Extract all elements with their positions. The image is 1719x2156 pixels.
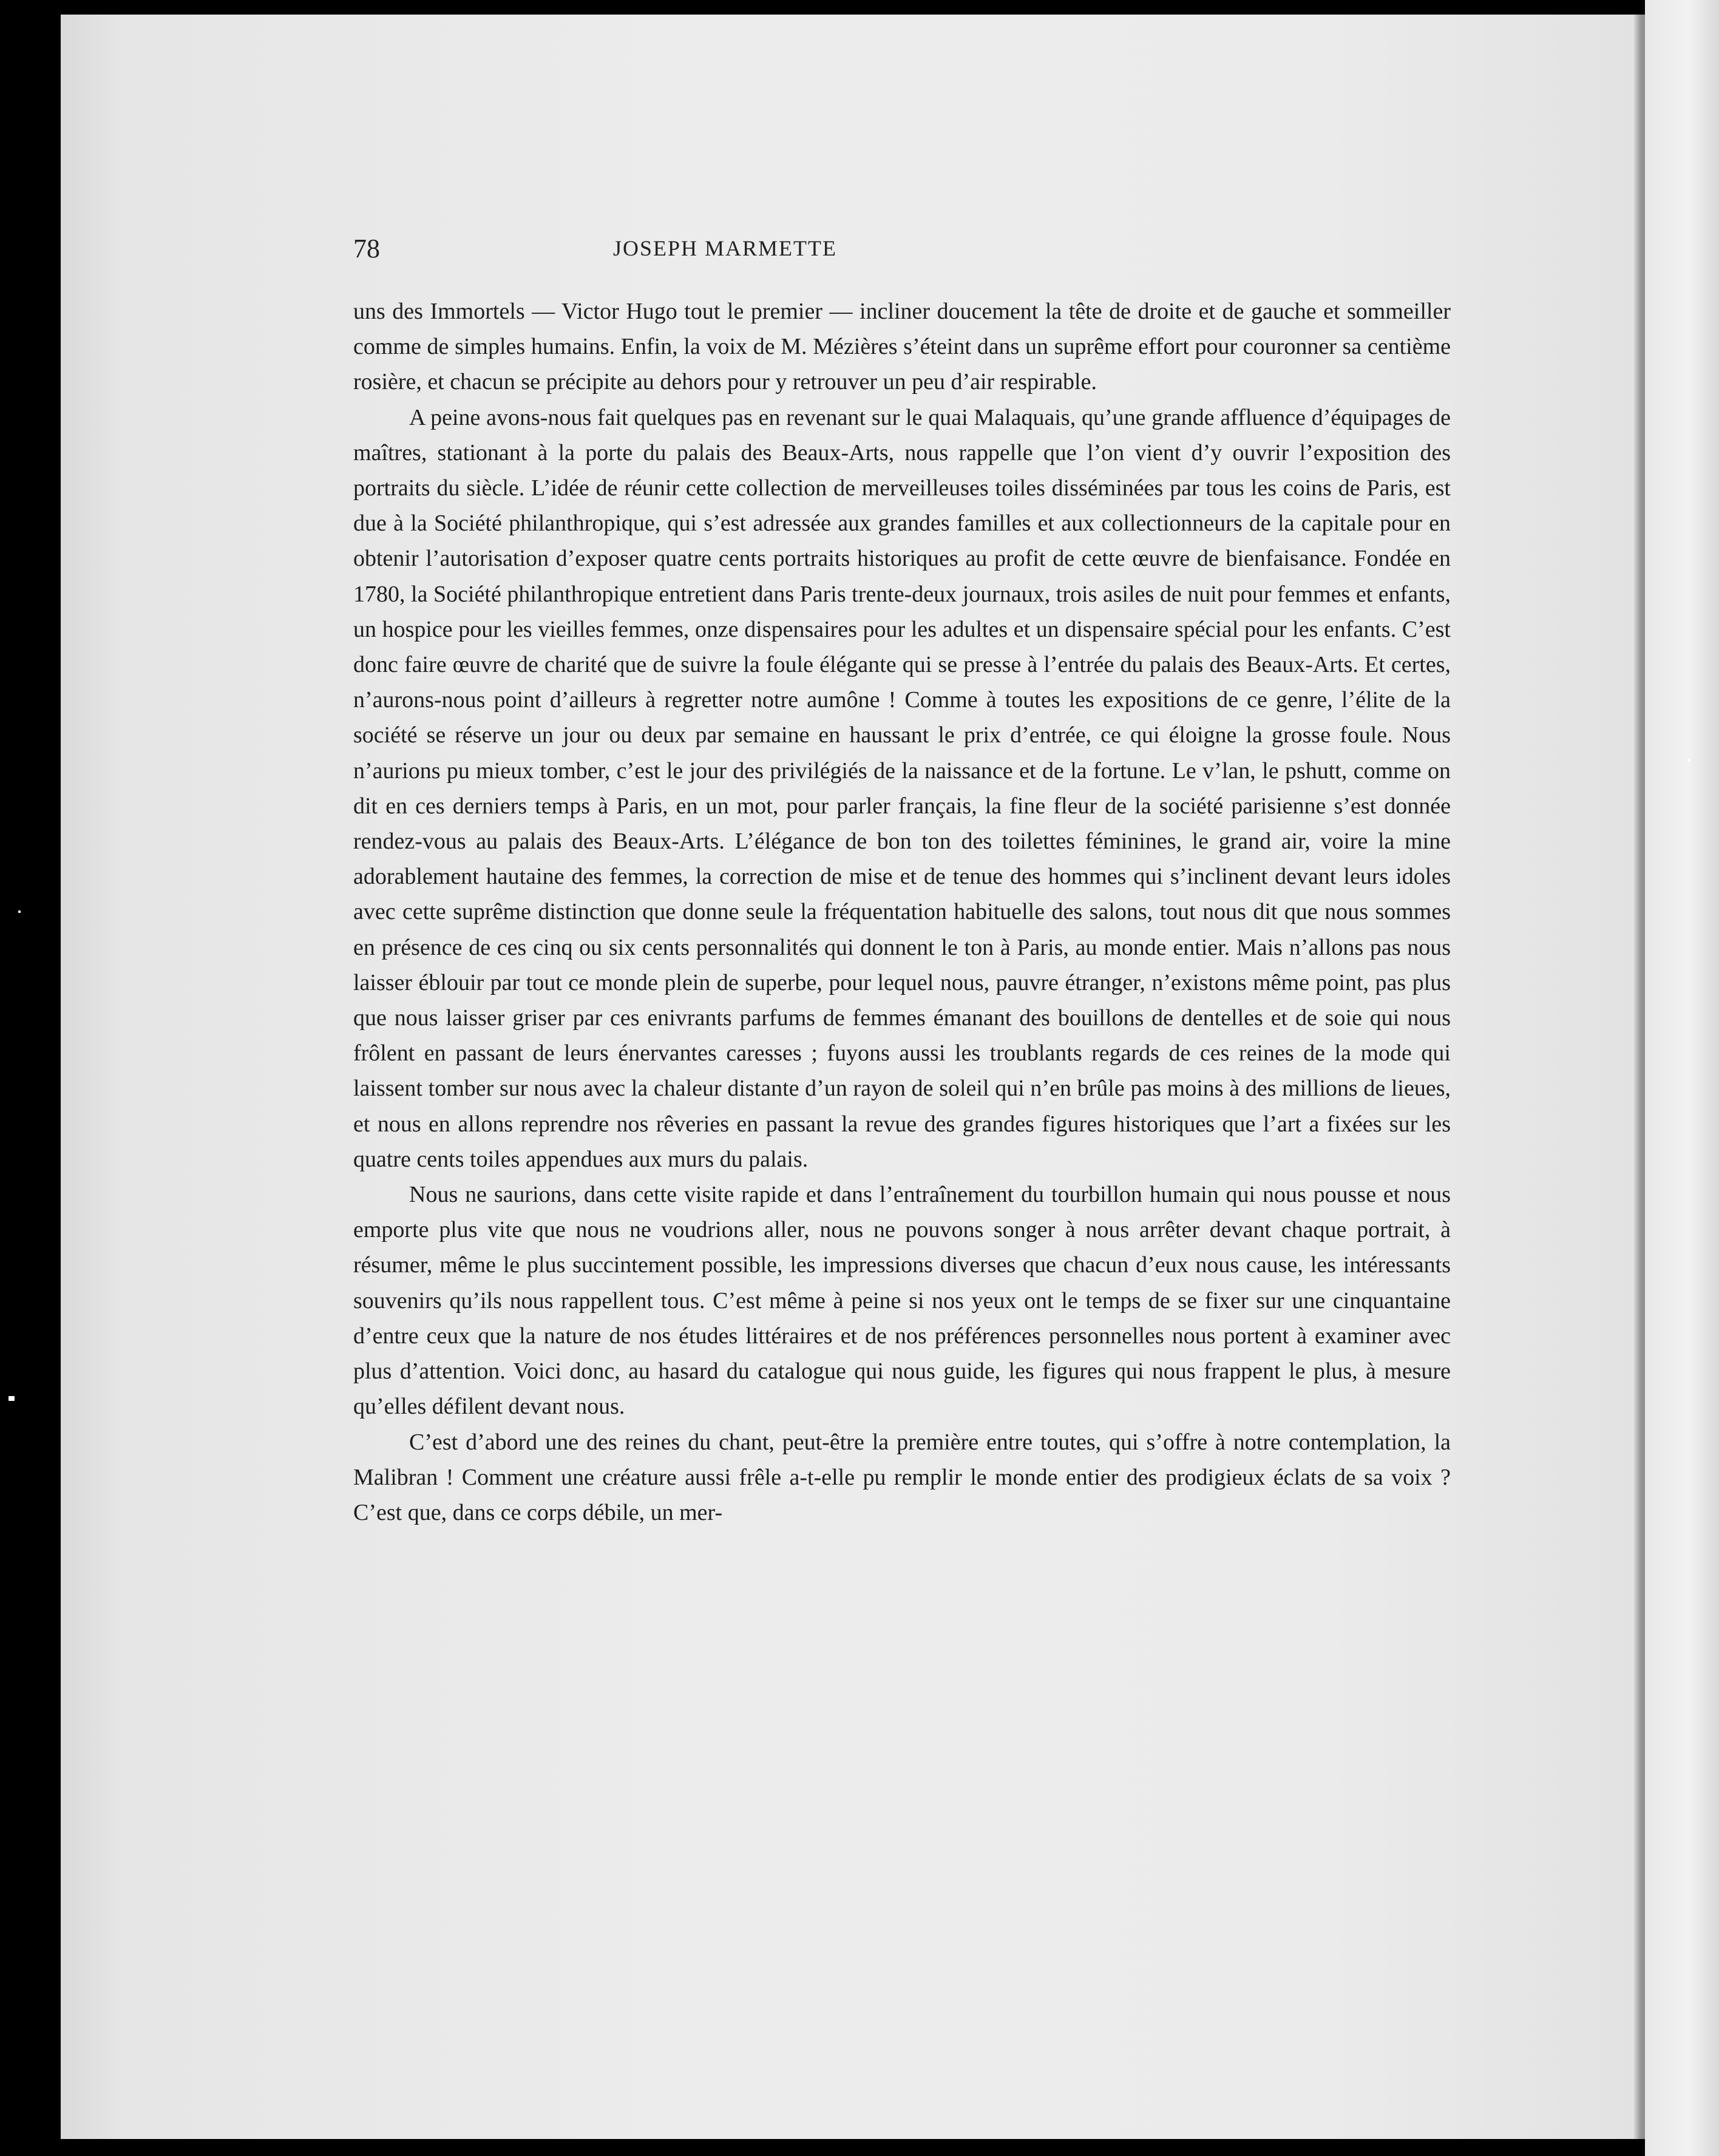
- page-number: 78: [353, 234, 380, 263]
- page-header: [353, 233, 1097, 270]
- page-gutter-shadow: [1633, 15, 1645, 2139]
- paragraph: uns des Immortels — Victor Hugo tout le premier — incliner doucement la tête de droite et de gauche et sommeiller comme de simples humains. Enfin, la voix de M. Mézières s’éteint dans un suprême effort pour couronner sa centième rosière, et chacun se précipite au dehors pour y retrouver un peu d’air respirable.: [353, 299, 1451, 395]
- film-speck: [8, 1396, 15, 1401]
- film-speck: [1687, 759, 1690, 762]
- paragraph: C’est d’abord une des reines du chant, peut-être la première entre toutes, qui s’offre à notre contemplation, la Malibran ! Comment une créature aussi frêle a-t-elle pu remplir le monde entier des prodigieux éclats de sa voix ? C’est que, dans ce corps débile, un mer-: [353, 1429, 1451, 1525]
- running-head: JOSEPH MARMETTE: [612, 236, 838, 260]
- book-page: [61, 15, 1645, 2139]
- paragraph: A peine avons-nous fait quelques pas en revenant sur le quai Malaquais, qu’une grande affluence d’équipages de maîtres, stationant à la porte du palais des Beaux-Arts, nous rappelle que l’on vient d’y ouvrir l’exposition des portraits du siècle. L’idée de réunir cette collection de merveilleuses toiles disséminées par tous les coins de Paris, est due à la Société philanthropique, qui s’est adressée aux grandes familles et aux collectionneurs de la capitale pour en obtenir l’autorisation d’exposer quatre cents portraits historiques au profit de cette œuvre de bienfaisance. Fondée en 1780, la Société philanthropique entretient dans Paris trente-deux journaux, trois asiles de nuit pour femmes et enfants, un hospice pour les vieilles femmes, onze dispensaires pour les adultes et un dispensaire spécial pour les enfants. C’est donc faire œuvre de charité que de suivre la foule élégante qui se presse à l’entrée du palais des Beaux-Arts. Et certes, n’aurons-nous point d’ailleurs à regretter notre aumône ! Comme à toutes les expositions de ce genre, l’élite de la société se réserve un jour ou deux par semaine en haussant le prix d’entrée, ce qui éloigne la grosse foule. Nous n’aurions pu mieux tomber, c’est le jour des privilégiés de la naissance et de la fortune. Le v’lan, le pshutt, comme on dit en ces derniers temps à Paris, en un mot, pour parler français, la fine fleur de la société parisienne s’est donnée rendez-vous au palais des Beaux-Arts. L’élégance de bon ton des toilettes féminines, le grand air, voire la mine adorablement hautaine des femmes, la correction de mise et de tenue des hommes qui s’inclinent devant leurs idoles avec cette suprême distinction que donne seule la fréquentation habituelle des salons, tout nous dit que nous sommes en présence de ces cinq ou six cents personnalités qui donnent le ton à Paris, au monde entier. Mais n’allons pas nous laisser éblouir par tout ce monde plein de superbe, pour lequel nous, pauvre étranger, n’existons même point, pas plus que nous laisser griser par ces enivrants parfums de femmes émanant des bouillons de dentelles et de soie qui nous frôlent en passant de leurs énervantes caresses ; fuyons aussi les troublants regards de ces reines de la mode qui laissent tomber sur nous avec la chaleur distante d’un rayon de soleil qui n’en brûle pas moins à des millions de lieues, et nous en allons reprendre nos rêveries en passant la revue des grandes figures historiques que l’art a fixées sur les quatre cents toiles appendues aux murs du palais.: [353, 404, 1451, 1172]
- paragraph: Nous ne saurions, dans cette visite rapide et dans l’entraînement du tourbillon humain qui nous pousse et nous emporte plus vite que nous ne voudrions aller, nous ne pouvons songer à nous arrêter devant chaque portrait, à résumer, même le plus succintement possible, les impressions diverses que chacun d’eux nous cause, les intéressants souvenirs qu’ils nous rappellent tous. C’est même à peine si nos yeux ont le temps de se fixer sur une cinquantaine d’entre ceux que la nature de nos études littéraires et de nos préférences personnelles nous portent à examiner avec plus d’attention. Voici donc, au hasard du catalogue qui nous guide, les figures qui nous frappent le plus, à mesure qu’elles défilent devant nous.: [353, 1182, 1451, 1420]
- adjacent-page-edge: [1645, 0, 1719, 2156]
- body-text: [353, 294, 1451, 1530]
- film-speck: [18, 910, 21, 913]
